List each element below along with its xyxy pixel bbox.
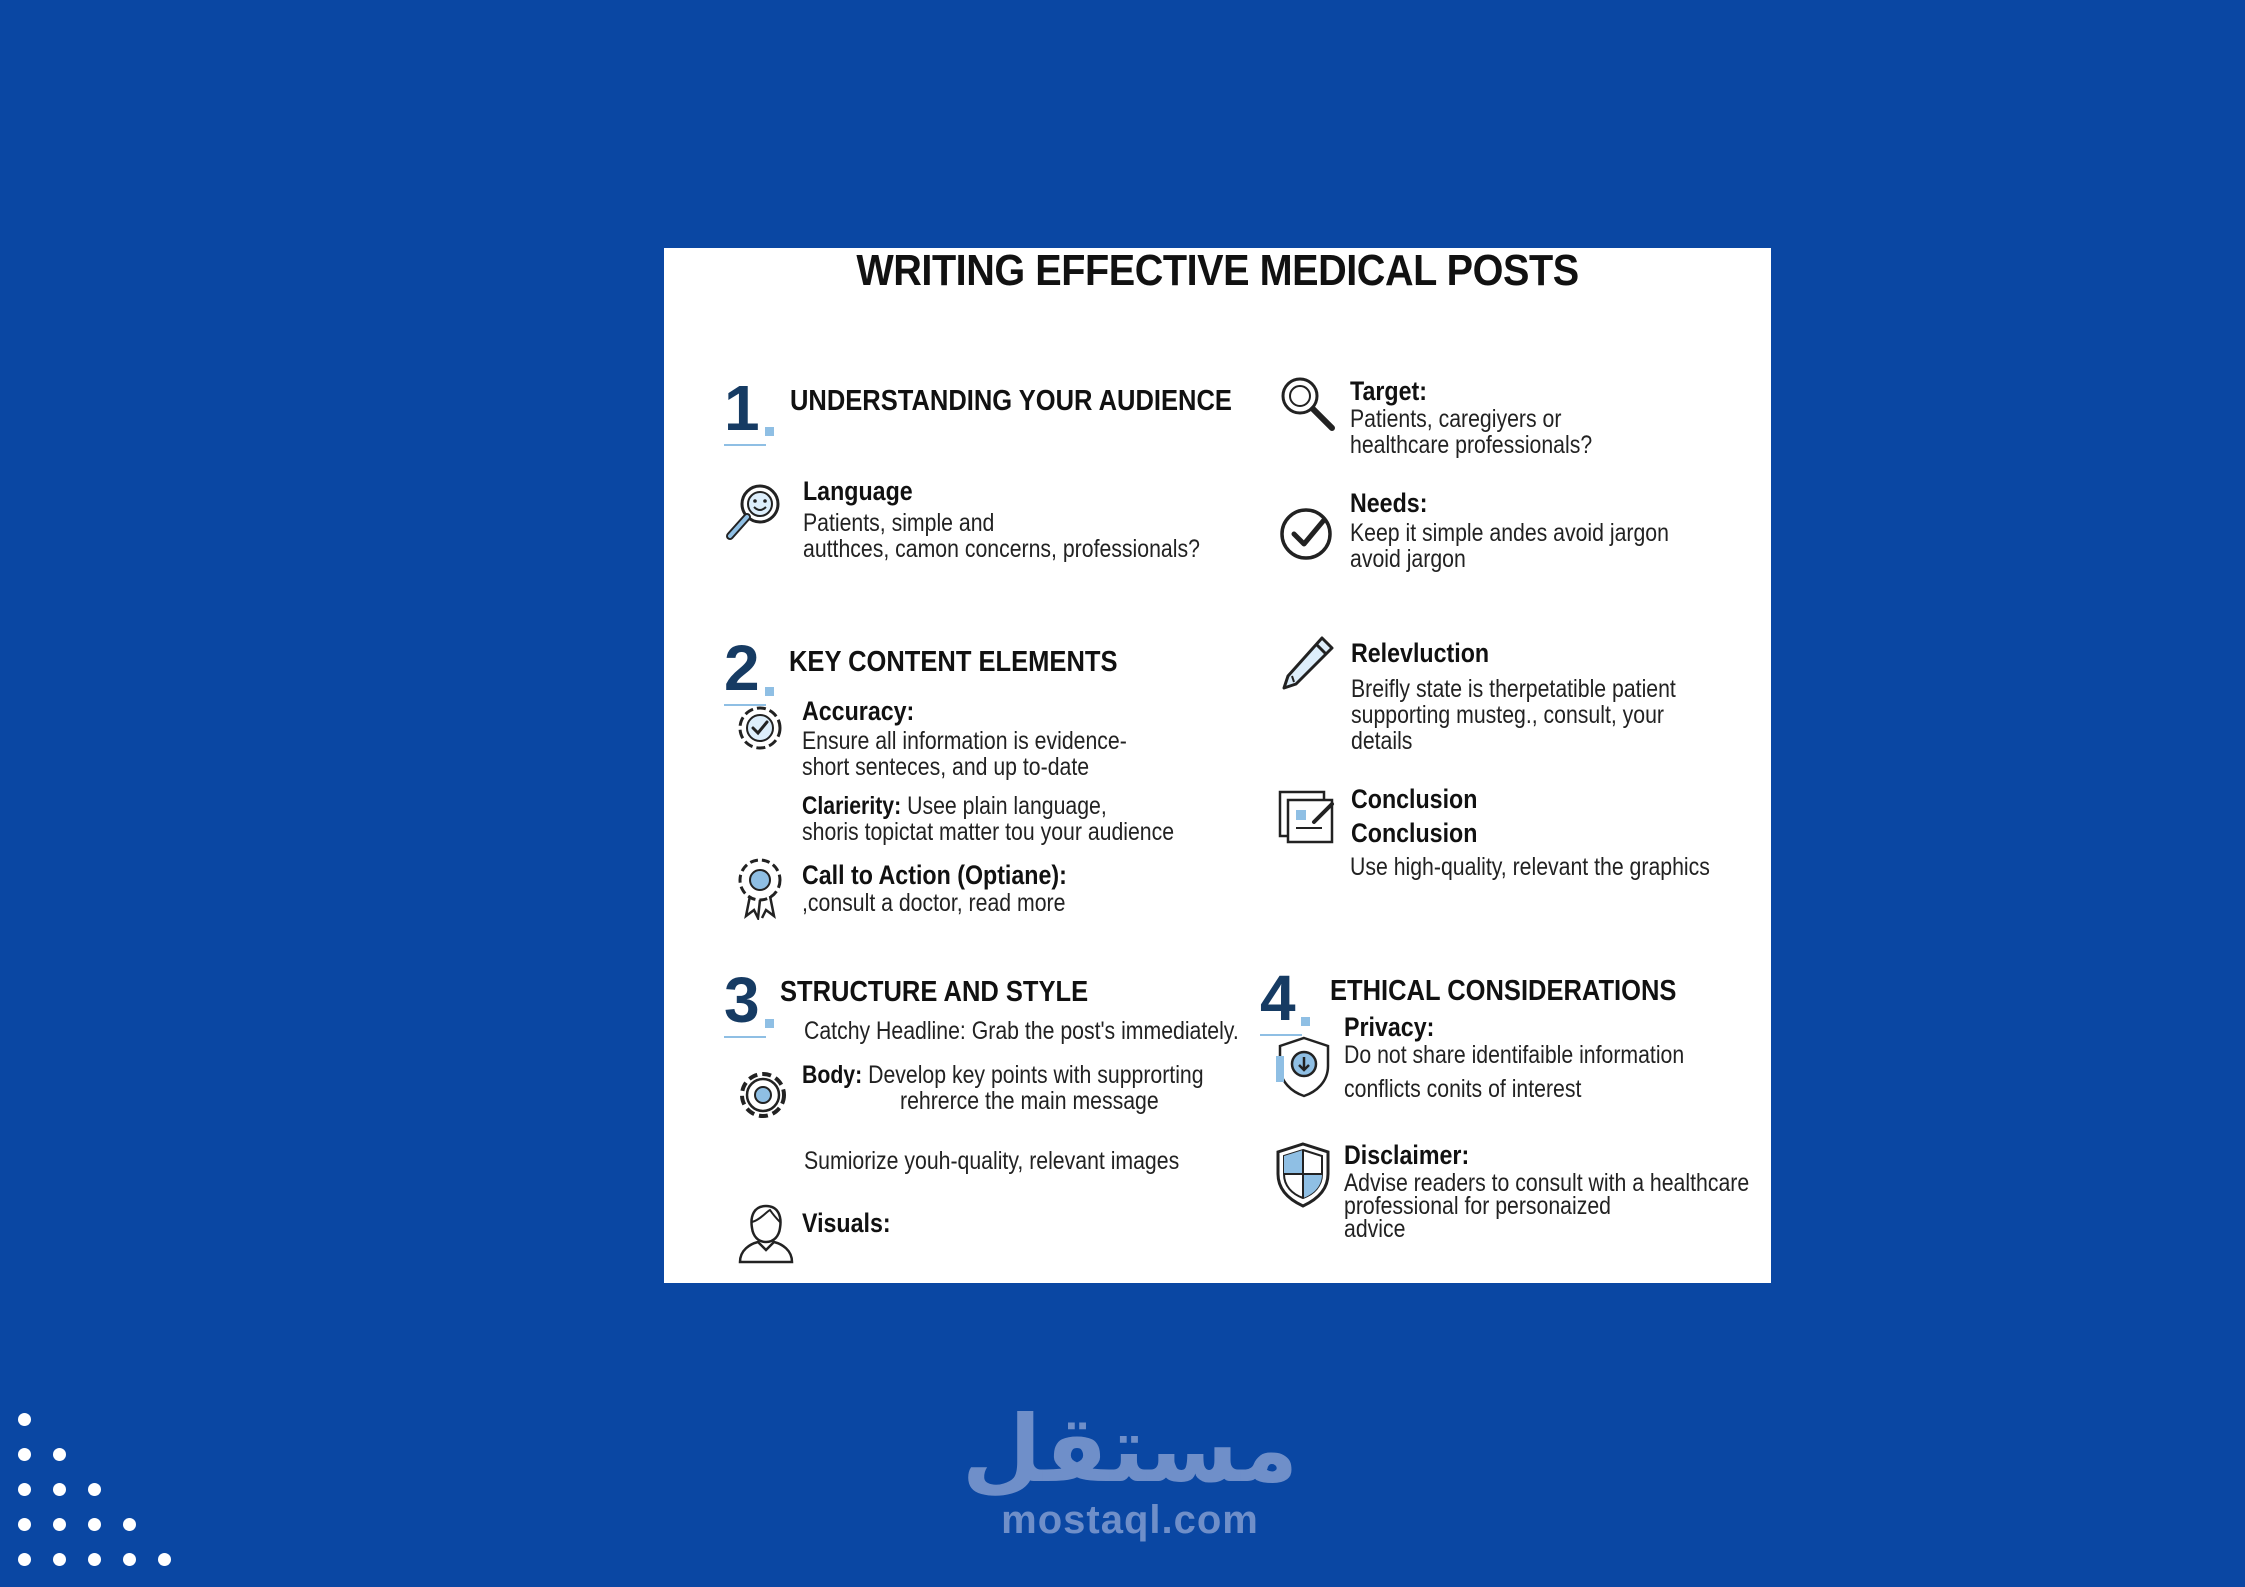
magnifier-smile-icon — [722, 480, 786, 544]
disclaimer-label: Disclaimer: — [1344, 1140, 1470, 1170]
section-heading-structure: STRUCTURE AND STYLE — [780, 976, 1089, 1008]
pen-icon — [1274, 632, 1338, 696]
body-label: Body: — [802, 1061, 863, 1089]
language-label: Language — [803, 476, 913, 506]
relevance-label: Relevluction — [1351, 638, 1490, 668]
section-heading-content: KEY CONTENT ELEMENTS — [789, 646, 1118, 678]
shield-icon — [1274, 1140, 1332, 1208]
clarity-label: Clarierity: — [802, 792, 902, 820]
needs-text: Keep it simple andes avoid jargon avoid jargon — [1350, 519, 1669, 573]
section-heading-audience: UNDERSTANDING YOUR AUDIENCE — [790, 385, 1232, 417]
section-number-2: 2 — [724, 636, 760, 700]
section-heading-ethical: ETHICAL CONSIDERATIONS — [1330, 975, 1677, 1007]
accuracy-text: Ensure all information is evidence- short senteces, and up to-date — [802, 727, 1127, 781]
target-text: Patients, caregiyers or healthcare professionals? — [1350, 405, 1593, 459]
clarity-line-1: Clarierity: Usee plain language, — [802, 792, 1107, 820]
infographic-title: WRITING EFFECTIVE MEDICAL POSTS — [856, 248, 1579, 295]
disclaimer-text: Advise readers to consult with a healthcare professional for personaized advice — [1344, 1169, 1750, 1243]
language-text: Patients, simple and autthces, camon concerns, professionals? — [803, 509, 1200, 563]
clarity-line-2: shoris topictat matter tou your audience — [802, 818, 1175, 846]
section-number-1: 1 — [724, 376, 760, 440]
logo-arabic: مستقل — [961, 1396, 1299, 1503]
needs-label: Needs: — [1350, 488, 1428, 518]
shield-lock-icon — [1274, 1034, 1334, 1098]
visuals-label: Visuals: — [802, 1208, 891, 1238]
section-number-3: 3 — [724, 968, 760, 1032]
privacy-text-2: conflicts conits of interest — [1344, 1075, 1582, 1103]
headline-text: Catchy Headline: Grab the post's immediately. — [804, 1017, 1239, 1045]
person-icon — [736, 1200, 796, 1264]
search-icon — [1278, 374, 1338, 434]
mostaql-logo — [960, 1396, 1300, 1542]
accuracy-label: Accuracy: — [802, 696, 915, 726]
cta-label: Call to Action (Optiane): — [802, 860, 1067, 890]
body-line-2: rehrerce the main message — [900, 1087, 1159, 1115]
checkmark-circle-icon — [1278, 504, 1338, 564]
gear-check-icon — [732, 700, 788, 756]
summary-text: Sumiorize youh-quality, relevant images — [804, 1147, 1180, 1175]
logo-latin: mostaql.com — [1001, 1498, 1259, 1542]
documents-icon — [1276, 786, 1340, 848]
privacy-label: Privacy: — [1344, 1012, 1435, 1042]
section-number-4: 4 — [1260, 966, 1296, 1030]
conclusion-label-2: Conclusion — [1351, 818, 1478, 848]
badge-gear-icon — [732, 854, 788, 920]
target-label: Target: — [1350, 376, 1427, 406]
conclusion-label-1: Conclusion — [1351, 784, 1478, 814]
privacy-text-1: Do not share identifaible information — [1344, 1041, 1685, 1069]
cta-text: ,consult a doctor, read more — [802, 889, 1066, 917]
relevance-text: Breifly state is therpetatible patient supporting musteg., consult, your details — [1351, 675, 1676, 755]
body-line-1: Body: Develop key points with supprorting — [802, 1061, 1204, 1089]
gear-icon — [734, 1066, 792, 1124]
infographic-card — [664, 248, 1771, 1283]
conclusion-text: Use high-quality, relevant the graphics — [1350, 853, 1710, 881]
